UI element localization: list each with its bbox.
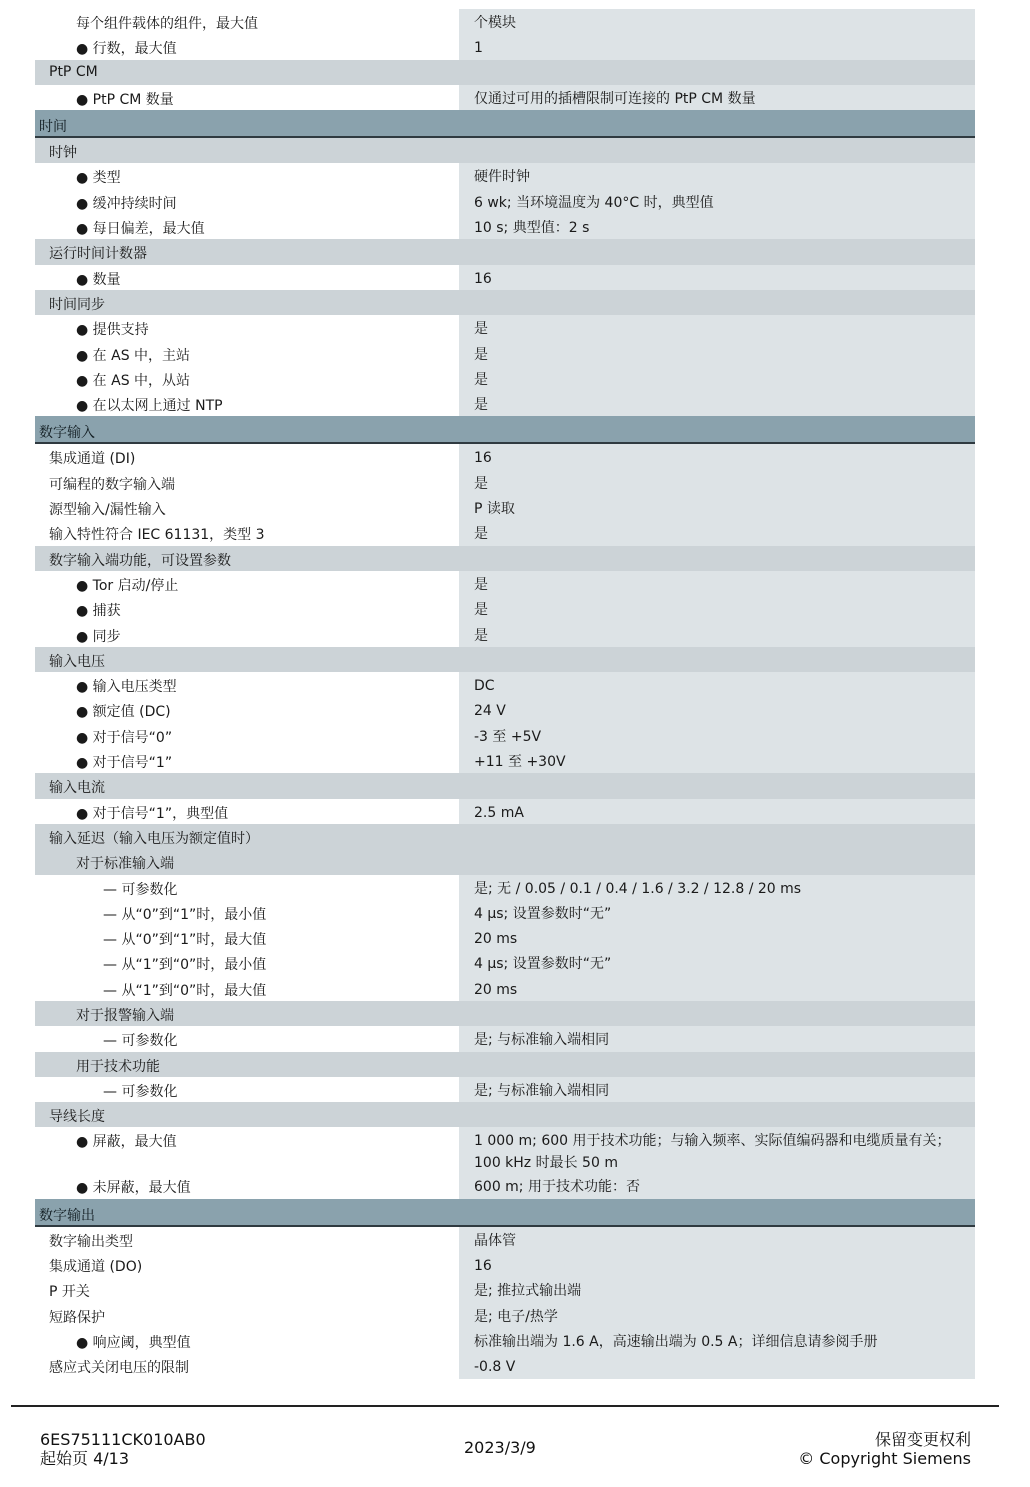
- group-label: 数字输入端功能，可设置参数: [49, 552, 231, 569]
- spec-row: [35, 366, 975, 391]
- spec-label: — 可参数化: [103, 881, 178, 898]
- spec-label: ● 在 AS 中，从站: [76, 372, 191, 389]
- spec-value: 仅通过可用的插槽限制可连接的 PtP CM 数量: [474, 90, 756, 107]
- label-cell: [35, 163, 455, 188]
- spec-row: [35, 470, 975, 495]
- spec-label: ● 在 AS 中，主站: [76, 347, 191, 364]
- spec-value: -0.8 V: [474, 1359, 516, 1376]
- spec-value: DC: [474, 678, 495, 695]
- spec-label: ● 对于信号“1”: [76, 755, 173, 772]
- label-cell: [35, 444, 455, 469]
- group-label: 输入电流: [49, 780, 105, 797]
- label-cell: [35, 1127, 455, 1173]
- spec-row: [35, 265, 975, 290]
- spec-row: [35, 520, 975, 545]
- spec-value: 是; 与标准输入端相同: [474, 1032, 610, 1049]
- spec-value: 是; 推拉式输出端: [474, 1283, 582, 1300]
- spec-label: ● 在以太网上通过 NTP: [76, 398, 223, 415]
- spec-value: 10 s; 典型值：2 s: [474, 220, 590, 237]
- spec-value: 晶体管: [474, 1232, 516, 1249]
- group-header-band: [35, 290, 975, 315]
- spec-value: 4 µs; 设置参数时“无”: [474, 956, 612, 973]
- spec-label: P 开关: [49, 1284, 90, 1301]
- spec-label: 输入特性符合 IEC 61131，类型 3: [49, 527, 265, 544]
- spec-label: ● 行数，最大值: [76, 41, 177, 58]
- spec-value: 硬件时钟: [474, 169, 530, 186]
- spec-value: 1: [474, 40, 483, 57]
- spec-label: — 可参数化: [103, 1033, 178, 1050]
- spec-row: [35, 1127, 975, 1173]
- spec-row: [35, 976, 975, 1001]
- group-header: [35, 849, 975, 874]
- spec-row: [35, 1077, 975, 1102]
- section-title: 时间: [39, 119, 67, 136]
- label-cell: [35, 1277, 455, 1302]
- spec-value: 标准输出端为 1.6 A，高速输出端为 0.5 A；详细信息请参阅手册: [474, 1333, 878, 1350]
- group-label: PtP CM: [49, 63, 98, 80]
- spec-value: 是: [474, 627, 488, 644]
- group-label: 对于报警输入端: [76, 1007, 174, 1024]
- group-header-band: [35, 60, 975, 85]
- spec-value: +11 至 +30V: [474, 754, 566, 771]
- spec-row: [35, 214, 975, 239]
- spec-value: 是: [474, 346, 488, 363]
- group-header-band: [35, 138, 975, 163]
- label-cell: [35, 341, 455, 366]
- section-title: 数字输入: [39, 425, 95, 442]
- spec-row: [35, 1303, 975, 1328]
- label-cell: [35, 85, 455, 110]
- spec-row: [35, 925, 975, 950]
- label-cell: [35, 723, 455, 748]
- group-label: 用于技术功能: [76, 1058, 160, 1075]
- spec-table: [35, 9, 975, 1379]
- spec-label: 集成通道 (DI): [49, 451, 136, 468]
- spec-value: 4 µs; 设置参数时“无”: [474, 905, 612, 922]
- group-header-band: [35, 1102, 975, 1127]
- spec-row: [35, 799, 975, 824]
- spec-label: ● 同步: [76, 628, 121, 645]
- spec-label: ● 额定值 (DC): [76, 704, 171, 721]
- spec-row: [35, 495, 975, 520]
- spec-row: [35, 444, 975, 469]
- page-indicator: 起始页 4/13: [40, 1449, 130, 1468]
- label-cell: [35, 214, 455, 239]
- spec-label: ● 数量: [76, 271, 121, 288]
- group-header: [35, 1102, 975, 1127]
- group-header: [35, 546, 975, 571]
- spec-row: [35, 622, 975, 647]
- spec-row: [35, 85, 975, 110]
- group-label: 对于标准输入端: [76, 856, 174, 873]
- spec-row: [35, 9, 975, 34]
- label-cell: [35, 925, 455, 950]
- spec-value: 24 V: [474, 703, 506, 720]
- spec-label: ● 输入电压类型: [76, 679, 177, 696]
- spec-row: [35, 1173, 975, 1198]
- label-cell: [35, 189, 455, 214]
- label-cell: [35, 748, 455, 773]
- label-cell: [35, 799, 455, 824]
- label-cell: [35, 34, 455, 59]
- section-header: [35, 416, 975, 444]
- spec-row: [35, 950, 975, 975]
- spec-value: 是: [474, 526, 488, 543]
- spec-value: 16: [474, 450, 492, 467]
- spec-value: 16: [474, 270, 492, 287]
- spec-row: [35, 1227, 975, 1252]
- label-cell: [35, 1077, 455, 1102]
- label-cell: [35, 495, 455, 520]
- spec-value: 是; 无 / 0.05 / 0.1 / 0.4 / 1.6 / 3.2 / 12.8 / 20 ms: [474, 880, 802, 897]
- spec-row: [35, 596, 975, 621]
- group-label: 导线长度: [49, 1109, 105, 1126]
- spec-label: ● 缓冲持续时间: [76, 195, 177, 212]
- spec-value: 1 000 m; 600 用于技术功能；与输入频率、实际值编码器和电缆质量有关；100 kHz 时最长 50 m: [474, 1133, 951, 1172]
- part-number: 6ES75111CK010AB0: [40, 1430, 206, 1449]
- copyright-notice: © Copyright Siemens: [798, 1449, 971, 1468]
- spec-row: [35, 1026, 975, 1051]
- spec-value: 6 wk; 当环境温度为 40°C 时，典型值: [474, 194, 714, 211]
- group-header: [35, 60, 975, 85]
- spec-label: 感应式关闭电压的限制: [49, 1360, 189, 1377]
- group-label: 输入延迟（输入电压为额定值时）: [49, 830, 259, 847]
- spec-label: ● Tor 启动/停止: [76, 577, 179, 594]
- group-header: [35, 290, 975, 315]
- spec-label: — 从“0”到“1”时，最小值: [103, 906, 267, 923]
- label-cell: [35, 1026, 455, 1051]
- spec-label: 每个组件载体的组件，最大值: [76, 16, 258, 32]
- spec-label: — 从“0”到“1”时，最大值: [103, 932, 267, 949]
- spec-value: 是: [474, 475, 488, 492]
- spec-row: [35, 1353, 975, 1378]
- rights-notice: 保留变更权利: [874, 1430, 971, 1449]
- spec-label: — 从“1”到“0”时，最小值: [103, 957, 267, 974]
- label-cell: [35, 315, 455, 340]
- spec-label: ● 每日偏差，最大值: [76, 221, 205, 238]
- group-label: 运行时间计数器: [49, 246, 147, 263]
- spec-row: [35, 723, 975, 748]
- spec-label: 短路保护: [49, 1309, 105, 1326]
- spec-row: [35, 1328, 975, 1353]
- label-cell: [35, 470, 455, 495]
- spec-label: ● 类型: [76, 170, 121, 187]
- spec-value: 600 m; 用于技术功能：否: [474, 1179, 640, 1196]
- group-header: [35, 824, 975, 849]
- spec-value: 20 ms: [474, 981, 518, 998]
- footer-right: [798, 1430, 971, 1468]
- group-label: 输入电压: [49, 653, 105, 670]
- label-cell: [35, 1353, 455, 1378]
- group-header-band: [35, 773, 975, 798]
- label-cell: [35, 697, 455, 722]
- label-cell: [35, 1173, 455, 1198]
- spec-value: 20 ms: [474, 931, 518, 948]
- spec-label: 源型输入/漏性输入: [49, 502, 166, 519]
- group-header-band: [35, 239, 975, 264]
- spec-row: [35, 571, 975, 596]
- spec-label: 集成通道 (DO): [49, 1259, 143, 1276]
- spec-row: [35, 315, 975, 340]
- spec-label: 可编程的数字输入端: [49, 476, 175, 493]
- label-cell: [35, 672, 455, 697]
- label-cell: [35, 1227, 455, 1252]
- label-cell: [35, 520, 455, 545]
- spec-value: 是: [474, 371, 488, 388]
- group-header: [35, 1052, 975, 1077]
- group-header: [35, 773, 975, 798]
- spec-value: -3 至 +5V: [474, 728, 542, 745]
- spec-value: 16: [474, 1258, 492, 1275]
- spec-value: 个模块: [474, 15, 516, 31]
- group-header-band: [35, 1052, 975, 1077]
- spec-row: [35, 1252, 975, 1277]
- group-header-band: [35, 647, 975, 672]
- spec-value: 是; 电子/热学: [474, 1308, 558, 1325]
- spec-row: [35, 1277, 975, 1302]
- spec-label: 数字输出类型: [49, 1233, 133, 1250]
- spec-value: 是: [474, 321, 488, 338]
- section-title: 数字输出: [39, 1207, 95, 1224]
- label-cell: [35, 976, 455, 1001]
- spec-value: P 读取: [474, 501, 515, 518]
- spec-row: [35, 672, 975, 697]
- label-cell: [35, 596, 455, 621]
- footer-divider: [11, 1405, 999, 1407]
- group-label: 时钟: [49, 145, 77, 162]
- group-header: [35, 239, 975, 264]
- spec-label: ● 对于信号“0”: [76, 729, 173, 746]
- label-cell: [35, 265, 455, 290]
- spec-row: [35, 391, 975, 416]
- group-label: 时间同步: [49, 296, 105, 313]
- spec-label: ● 对于信号“1”，典型值: [76, 805, 229, 822]
- label-cell: [35, 1328, 455, 1353]
- section-header: [35, 1199, 975, 1227]
- label-cell: [35, 391, 455, 416]
- label-cell: [35, 875, 455, 900]
- spec-value: 是: [474, 576, 488, 593]
- spec-value: 是: [474, 397, 488, 414]
- spec-label: ● PtP CM 数量: [76, 91, 174, 108]
- label-cell: [35, 622, 455, 647]
- label-cell: [35, 950, 455, 975]
- spec-label: ● 捕获: [76, 603, 121, 620]
- spec-row: [35, 697, 975, 722]
- spec-row: [35, 163, 975, 188]
- spec-value: 是: [474, 602, 488, 619]
- spec-row: [35, 748, 975, 773]
- label-cell: [35, 1303, 455, 1328]
- spec-row: [35, 875, 975, 900]
- spec-row: [35, 189, 975, 214]
- spec-label: — 从“1”到“0”时，最大值: [103, 982, 267, 999]
- spec-row: [35, 34, 975, 59]
- footer-date: 2023/3/9: [464, 1438, 536, 1457]
- group-header-band: [35, 1001, 975, 1026]
- spec-value: 2.5 mA: [474, 804, 524, 821]
- spec-label: ● 响应阈，典型值: [76, 1334, 191, 1351]
- footer-left: [40, 1430, 206, 1468]
- spec-label: ● 未屏蔽，最大值: [76, 1180, 191, 1197]
- spec-label: ● 提供支持: [76, 322, 149, 339]
- label-cell: [35, 900, 455, 925]
- group-header-band: [35, 849, 975, 874]
- label-cell: [35, 1252, 455, 1277]
- spec-label: — 可参数化: [103, 1083, 178, 1100]
- section-header: [35, 110, 975, 138]
- spec-label: ● 屏蔽，最大值: [76, 1134, 177, 1151]
- spec-row: [35, 900, 975, 925]
- label-cell: [35, 366, 455, 391]
- spec-row: [35, 341, 975, 366]
- spec-value: 是; 与标准输入端相同: [474, 1082, 610, 1099]
- label-cell: [35, 571, 455, 596]
- group-header: [35, 647, 975, 672]
- group-header: [35, 1001, 975, 1026]
- group-header: [35, 138, 975, 163]
- label-cell: [35, 9, 455, 34]
